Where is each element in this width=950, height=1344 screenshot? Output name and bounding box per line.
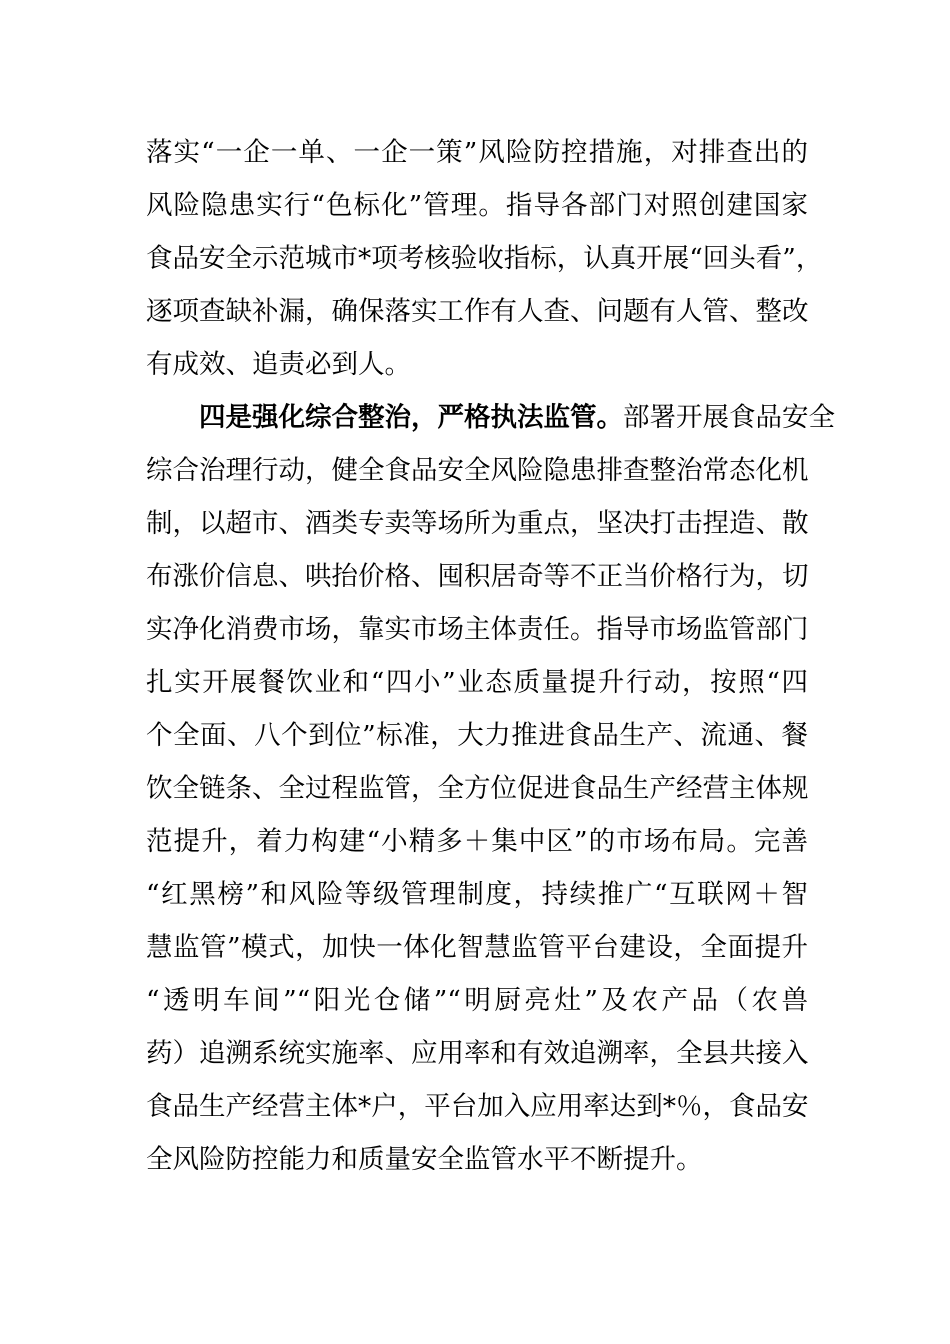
paragraph-line: 扎实开展餐饮业和“四小”业态质量提升行动，按照“四 (146, 667, 808, 698)
paragraph-line: 饮全链条、全过程监管，全方位促进食品生产经营主体规 (146, 773, 809, 804)
paragraph-line: 落实“一企一单、一企一策”风险防控措施，对排查出的 (146, 137, 808, 168)
paragraph-line: 制，以超市、酒类专卖等场所为重点，坚决打击捏造、散 (146, 508, 809, 539)
paragraph-line: 个全面、八个到位”标准，大力推进食品生产、流通、餐 (146, 720, 808, 751)
paragraph-line: 食品安全示范城市*项考核验收指标，认真开展“回头看”， (146, 243, 823, 274)
paragraph-line: 风险隐患实行“色标化”管理。指导各部门对照创建国家 (146, 190, 808, 221)
paragraph-line: 药）追溯系统实施率、应用率和有效追溯率，全县共接入 (146, 1038, 809, 1069)
paragraph-line: 范提升，着力构建“小精多＋集中区”的市场布局。完善 (146, 826, 808, 857)
paragraph-line: 全风险防控能力和质量安全监管水平不断提升。 (146, 1144, 703, 1175)
paragraph-line: 有成效、追责必到人。 (146, 349, 411, 380)
paragraph-line: 慧监管”模式，加快一体化智慧监管平台建设，全面提升 (146, 932, 808, 963)
paragraph-line: 实净化消费市场，靠实市场主体责任。指导市场监管部门 (146, 614, 809, 645)
paragraph-enforcement (146, 391, 835, 1186)
paragraph-line: 逐项查缺补漏，确保落实工作有人查、问题有人管、整改 (146, 296, 809, 327)
paragraph-risk-control (146, 126, 823, 391)
paragraph-line: 食品生产经营主体*户，平台加入应用率达到*％，食品安 (146, 1091, 809, 1122)
paragraph-line: “透明车间”“阳光仓储”“明厨亮灶”及农产品（农兽 (146, 985, 808, 1016)
paragraph-line: “红黑榜”和风险等级管理制度，持续推广“互联网＋智 (146, 879, 808, 910)
paragraph-line: 综合治理行动，健全食品安全风险隐患排查整治常态化机 (146, 455, 809, 486)
paragraph-first-line (146, 391, 835, 444)
paragraph-heading: 四是强化综合整治，严格执法监管。 (199, 402, 623, 433)
paragraph-line: 布涨价信息、哄抬价格、囤积居奇等不正当价格行为，切 (146, 561, 809, 592)
paragraph-first-line-text: 部署开展食品安全 (623, 402, 835, 433)
document-body (146, 126, 835, 1186)
